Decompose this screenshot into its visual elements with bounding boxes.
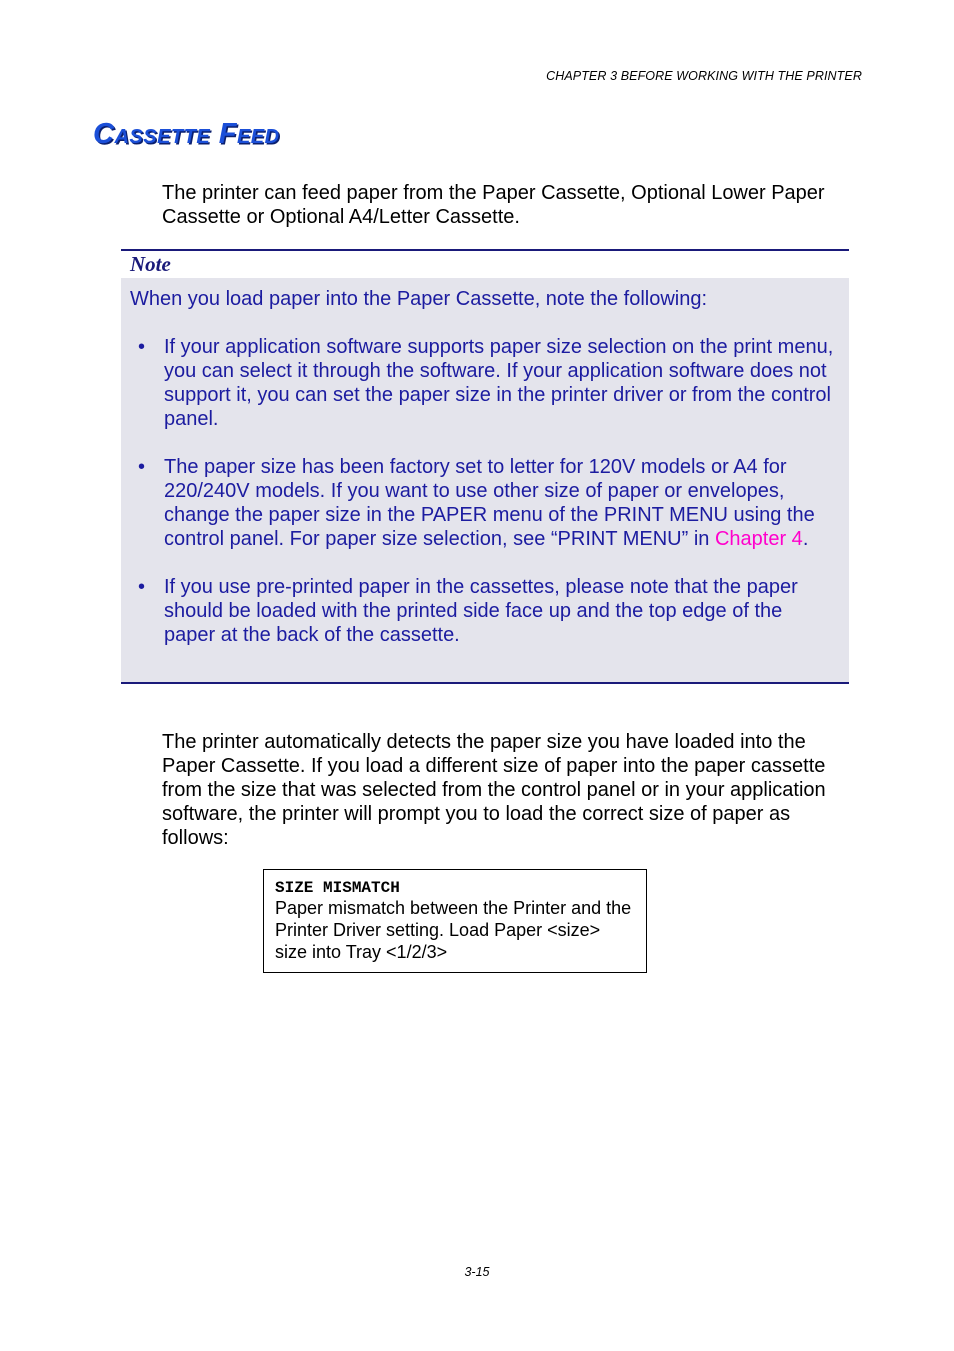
- note-body: [121, 278, 849, 682]
- note-intro: When you load paper into the Paper Cassette, note the following:: [130, 288, 708, 310]
- bullet-icon: •: [138, 456, 146, 478]
- note-item-text: The paper size has been factory set to letter for 120V models or A4 for 220/240V models. If you want to use other size of paper or envelopes, change the paper size in the PAPER menu of the PRINT MENU using the control panel. For paper size selection, see “PRINT MENU” in: [164, 456, 815, 550]
- note-item-text: If your application software supports paper size selection on the print menu, you can select it through the software. If your application software does not support it, you can set the paper size in the printer driver or from the control panel.: [164, 336, 834, 430]
- body-paragraph: The printer automatically detects the paper size you have loaded into the Paper Cassette. If you load a different size of paper into the paper cassette from the size that was selected from the control panel or in your application software, the printer will prompt you to load the correct size of paper as follows:: [162, 731, 826, 849]
- bullet-icon: •: [138, 576, 146, 598]
- intro-paragraph: The printer can feed paper from the Paper Cassette, Optional Lower Paper Cassette or Optional A4/Letter Cassette.: [162, 182, 825, 228]
- chapter-4-link[interactable]: Chapter 4: [714, 528, 803, 550]
- message-title: SIZE MISMATCH: [275, 879, 400, 897]
- note-item-text: If you use pre-printed paper in the cassettes, please note that the paper should be loaded with the printed side face up and the top edge of the paper at the back of the cassette.: [164, 576, 798, 646]
- section-title: Cassette Feed: [93, 118, 280, 150]
- note-label: Note: [130, 252, 171, 276]
- running-header: CHAPTER 3 BEFORE WORKING WITH THE PRINTER: [546, 69, 862, 83]
- lcd-message-box: [263, 869, 647, 973]
- note-list-item: [121, 335, 837, 431]
- message-text: Paper mismatch between the Printer and the Printer Driver setting. Load Paper <size> size into Tray <1/2/3>: [275, 898, 632, 962]
- note-list-item: [121, 575, 837, 647]
- note-list: [121, 335, 837, 671]
- note-box: [121, 249, 849, 684]
- bullet-icon: •: [138, 336, 146, 358]
- note-item-text-end: .: [802, 528, 809, 550]
- page-number: 3-15: [464, 1265, 490, 1279]
- note-list-item: [121, 455, 837, 551]
